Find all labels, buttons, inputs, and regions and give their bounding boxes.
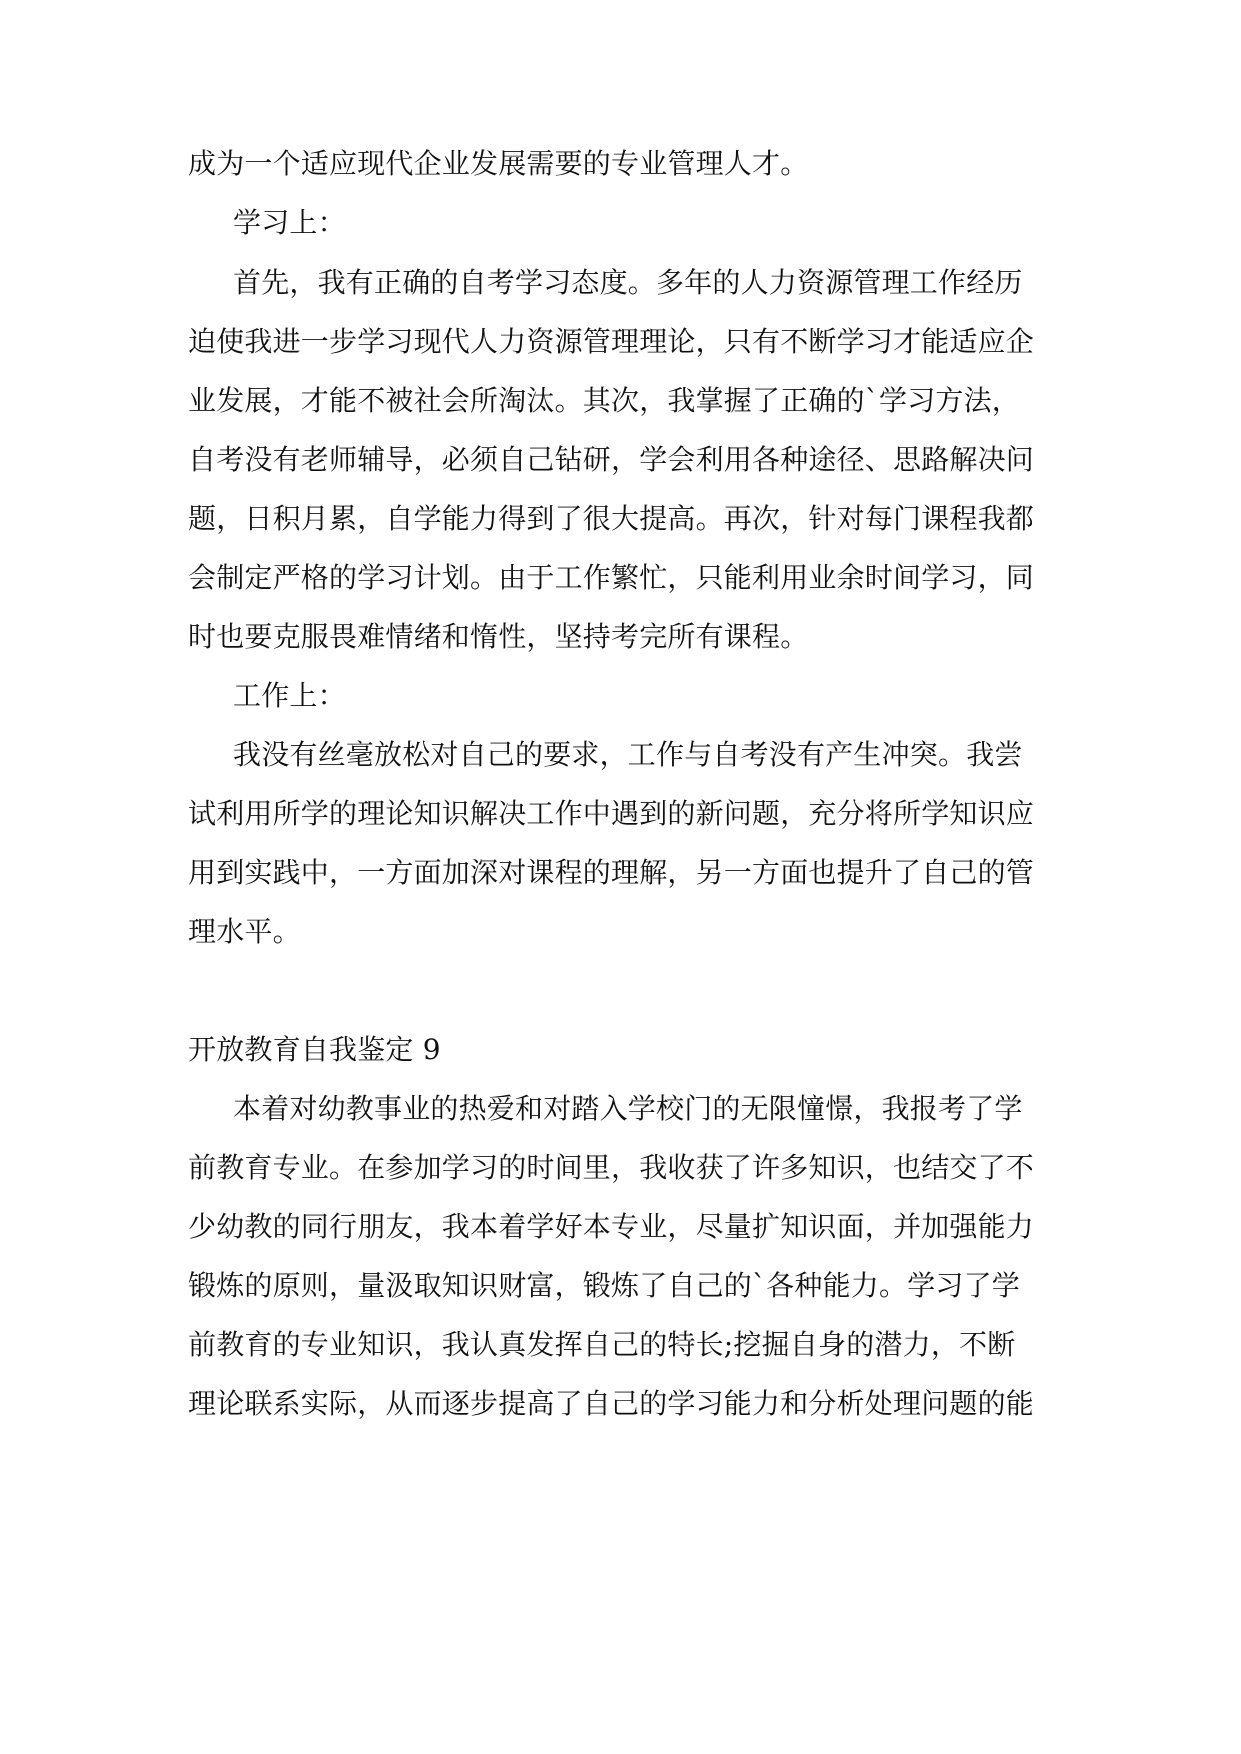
paragraph-line: 前教育的专业知识，我认真发挥自己的特长;挖掘自身的潜力，不断 [188, 1328, 1016, 1361]
paragraph-line: 前教育专业。在参加学习的时间里，我收获了许多知识，也结交了不 [188, 1151, 1035, 1184]
paragraph-line: 本着对幼教事业的热爱和对踏入学校门的无限憧憬，我报考了学 [233, 1092, 1023, 1125]
paragraph-line: 迫使我进一步学习现代人力资源管理理论，只有不断学习才能适应企 [188, 325, 1035, 358]
paragraph-line: 会制定严格的学习计划。由于工作繁忙，只能利用业余时间学习，同 [188, 561, 1035, 594]
section-label-work: 工作上： [233, 679, 346, 712]
section-label-study: 学习上： [233, 206, 346, 239]
paragraph-line: 自考没有老师辅导，必须自己钻研，学会利用各种途径、思路解决问 [188, 443, 1035, 476]
paragraph-line: 成为一个适应现代企业发展需要的专业管理人才。 [188, 147, 809, 180]
paragraph-line: 少幼教的同行朋友，我本着学好本专业，尽量扩知识面，并加强能力 [188, 1210, 1035, 1243]
paragraph-line: 业发展，才能不被社会所淘汰。其次，我掌握了正确的`学习方法， [188, 384, 1021, 417]
paragraph-line: 理水平。 [188, 915, 301, 948]
paragraph-line: 试利用所学的理论知识解决工作中遇到的新问题，充分将所学知识应 [188, 797, 1035, 830]
paragraph-line: 题，日积月累，自学能力得到了很大提高。再次，针对每门课程我都 [188, 502, 1035, 535]
paragraph-line: 锻炼的原则，量汲取知识财富，锻炼了自己的`各种能力。学习了学 [188, 1269, 1021, 1302]
paragraph-line: 用到实践中，一方面加深对课程的理解，另一方面也提升了自己的管 [188, 856, 1035, 889]
section-heading: 开放教育自我鉴定 9 [188, 1033, 441, 1066]
paragraph-line: 时也要克服畏难情绪和惰性，坚持考完所有课程。 [188, 620, 809, 653]
paragraph-line: 首先，我有正确的自考学习态度。多年的人力资源管理工作经历 [233, 266, 1023, 299]
paragraph-line: 理论联系实际，从而逐步提高了自己的学习能力和分析处理问题的能 [188, 1387, 1035, 1420]
paragraph-line: 我没有丝毫放松对自己的要求，工作与自考没有产生冲突。我尝 [233, 738, 1023, 771]
